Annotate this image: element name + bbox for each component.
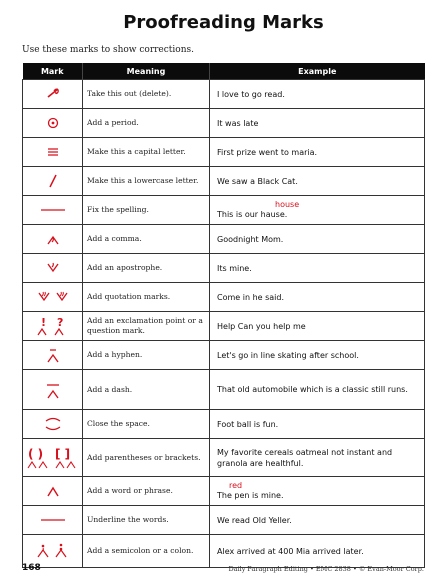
exclamation-question-mark-icon <box>23 315 82 337</box>
inserted-word-note: red <box>229 480 243 490</box>
meaning-cell: Add an apostrophe. <box>83 254 210 283</box>
dash-mark-icon <box>23 380 82 400</box>
page-title: Proofreading Marks <box>123 12 324 33</box>
mark-cell <box>23 196 83 225</box>
table-row <box>23 196 425 225</box>
semicolon-colon-mark-icon <box>23 542 82 560</box>
table-row <box>23 410 425 439</box>
meaning-cell: Add an exclamation point or a question mark. <box>83 312 210 341</box>
mark-cell <box>23 410 83 439</box>
meaning-cell: Add a word or phrase. <box>83 477 210 506</box>
meaning-cell: Underline the words. <box>83 506 210 535</box>
table-row <box>23 370 425 410</box>
meaning-cell: Add a semicolon or a colon. <box>83 535 210 568</box>
mark-cell <box>23 312 83 341</box>
table-row <box>23 254 425 283</box>
example-cell: We read Old Yeller. <box>210 506 425 535</box>
spelling-mark-icon <box>23 206 82 214</box>
column-header-mark: Mark <box>23 63 83 80</box>
example-cell: It was late <box>210 109 425 138</box>
example-cell: First prize went to maria. <box>210 138 425 167</box>
mark-cell <box>23 341 83 370</box>
meaning-cell: Add a dash. <box>83 370 210 410</box>
caret-insert-mark-icon <box>23 484 82 498</box>
svg-text:!: ! <box>40 316 46 329</box>
table-row <box>23 138 425 167</box>
correction-note: house <box>275 199 300 209</box>
lowercase-letter-mark-icon <box>23 173 82 189</box>
example-cell: Come in he said. <box>210 283 425 312</box>
mark-cell <box>23 254 83 283</box>
mark-cell <box>23 167 83 196</box>
example-cell: My favorite cereals oatmeal not instant and granola are healthful. <box>210 439 425 477</box>
table-row <box>23 225 425 254</box>
close-space-mark-icon <box>23 416 82 432</box>
mark-cell <box>23 138 83 167</box>
proofreading-marks-table <box>22 63 425 568</box>
example-text: This is our hause. <box>217 209 288 219</box>
page-subtitle: Use these marks to show corrections. <box>22 45 194 55</box>
mark-cell <box>23 439 83 477</box>
table-row <box>23 341 425 370</box>
page-number: 168 <box>22 563 41 573</box>
mark-cell <box>23 477 83 506</box>
hyphen-mark-icon <box>23 346 82 364</box>
meaning-cell: Take this out (delete). <box>83 80 210 109</box>
example-text: The pen is mine. <box>217 490 284 500</box>
example-cell: I love to go read. <box>210 80 425 109</box>
svg-text:[ ]: [ ] <box>54 446 70 461</box>
meaning-cell: Make this a capital letter. <box>83 138 210 167</box>
table-row <box>23 439 425 477</box>
apostrophe-mark-icon <box>23 261 82 275</box>
mark-cell <box>23 283 83 312</box>
mark-cell <box>23 80 83 109</box>
example-cell <box>210 196 425 225</box>
table-header-row <box>23 63 425 80</box>
quotation-marks-icon <box>23 290 82 304</box>
example-cell: We saw a Black Cat. <box>210 167 425 196</box>
meaning-cell: Add quotation marks. <box>83 283 210 312</box>
meaning-cell: Add a comma. <box>83 225 210 254</box>
table-row <box>23 167 425 196</box>
example-cell: Its mine. <box>210 254 425 283</box>
mark-cell <box>23 370 83 410</box>
mark-cell <box>23 225 83 254</box>
svg-text:?: ? <box>56 316 63 329</box>
example-cell: That old automobile which is a classic still runs. <box>210 370 425 410</box>
example-cell: Goodnight Mom. <box>210 225 425 254</box>
table-row <box>23 109 425 138</box>
period-mark-icon <box>23 115 82 131</box>
example-cell: Help Can you help me <box>210 312 425 341</box>
svg-text:( ): ( ) <box>27 446 43 461</box>
example-cell: Let's go in line skating after school. <box>210 341 425 370</box>
table-row <box>23 535 425 568</box>
meaning-cell: Add parentheses or brackets. <box>83 439 210 477</box>
meaning-cell: Add a period. <box>83 109 210 138</box>
example-cell: Alex arrived at 400 Mia arrived later. <box>210 535 425 568</box>
comma-mark-icon <box>23 232 82 246</box>
mark-cell <box>23 506 83 535</box>
delete-mark-icon <box>23 86 82 102</box>
table-row <box>23 283 425 312</box>
column-header-example: Example <box>210 63 425 80</box>
footer-credit: Daily Paragraph Editing • EMC 2838 • © Evan-Moor Corp. <box>228 565 424 573</box>
mark-cell <box>23 109 83 138</box>
meaning-cell: Make this a lowercase letter. <box>83 167 210 196</box>
column-header-meaning: Meaning <box>83 63 210 80</box>
table-row <box>23 477 425 506</box>
capital-letter-mark-icon <box>23 146 82 158</box>
parentheses-brackets-mark-icon <box>23 446 82 470</box>
example-cell <box>210 477 425 506</box>
example-cell: Foot ball is fun. <box>210 410 425 439</box>
table-row <box>23 506 425 535</box>
meaning-cell: Add a hyphen. <box>83 341 210 370</box>
table-row <box>23 312 425 341</box>
table-row <box>23 80 425 109</box>
meaning-cell: Close the space. <box>83 410 210 439</box>
meaning-cell: Fix the spelling. <box>83 196 210 225</box>
underline-mark-icon <box>23 516 82 524</box>
